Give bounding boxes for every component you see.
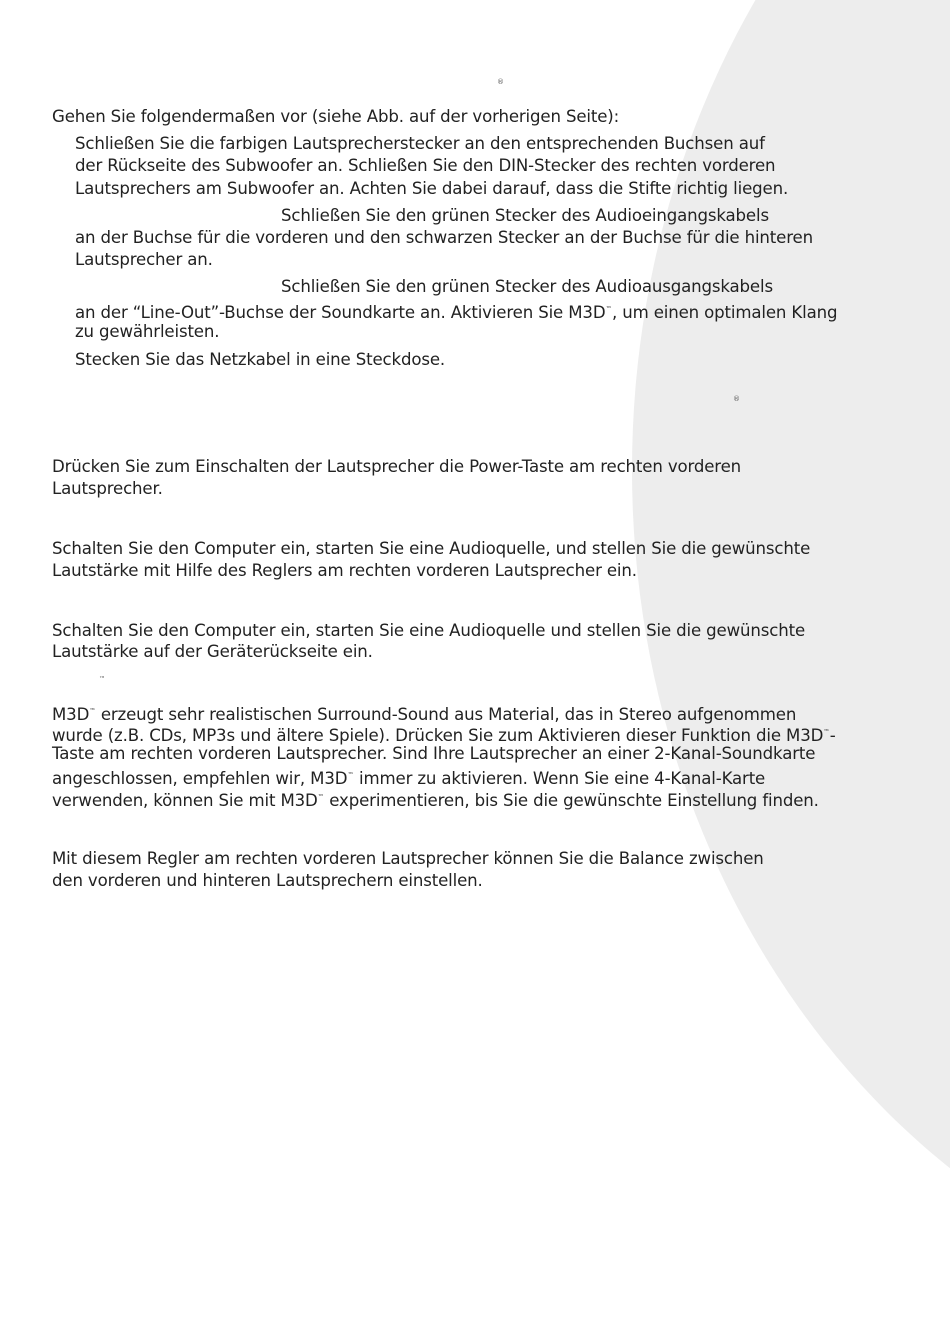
m3d-line-5: verwenden, können Sie mit M3D™ experimentieren, bis Sie die gewünschte Einstellung finden.: [52, 791, 819, 810]
trademark-mark: ™: [823, 728, 830, 736]
volume-front-line-1: Schalten Sie den Computer ein, starten Sie eine Audioquelle, und stellen Sie die gewünschte: [52, 539, 811, 558]
registered-mark-mid: ®: [733, 395, 740, 403]
step-2-line-1: Schließen Sie den grünen Stecker des Audioeingangskabels: [281, 206, 769, 225]
trademark-mark: ™: [605, 305, 612, 313]
m3d-line-3: Taste am rechten vorderen Lautsprecher. Sind Ihre Lautsprecher an einer 2-Kanal-Soundkarte: [52, 744, 816, 763]
m3d-line-1: M3D™ erzeugt sehr realistischen Surround-Sound aus Material, das in Stereo aufgenommen: [52, 705, 797, 724]
intro-text: Gehen Sie folgendermaßen vor (siehe Abb. auf der vorherigen Seite):: [52, 107, 620, 126]
registered-mark-top: ®: [497, 78, 504, 86]
step-3-line-2: an der “Line-Out”-Buchse der Soundkarte an. Aktivieren Sie M3D™, um einen optimalen Klang: [75, 303, 838, 322]
volume-front-line-2: Lautstärke mit Hilfe des Reglers am rechten vorderen Lautsprecher ein.: [52, 561, 637, 580]
step-3-line-1: Schließen Sie den grünen Stecker des Audioausgangskabels: [281, 277, 773, 296]
balance-line-1: Mit diesem Regler am rechten vorderen Lautsprecher können Sie die Balance zwischen: [52, 849, 764, 868]
trademark-mark-heading: ™: [99, 675, 106, 683]
step-2-line-3: Lautsprecher an.: [75, 250, 213, 269]
step-1-line-2: der Rückseite des Subwoofer an. Schließen Sie den DIN-Stecker des rechten vorderen: [75, 156, 776, 175]
step-2-line-2: an der Buchse für die vorderen und den schwarzen Stecker an der Buchse für die hinteren: [75, 228, 813, 247]
trademark-mark: ™: [347, 771, 354, 779]
m3d-line-4: angeschlossen, empfehlen wir, M3D™ immer zu aktivieren. Wenn Sie eine 4-Kanal-Karte: [52, 769, 766, 788]
power-line-2: Lautsprecher.: [52, 479, 163, 498]
balance-line-2: den vorderen und hinteren Lautsprechern einstellen.: [52, 871, 483, 890]
volume-back-line-2: Lautstärke auf der Geräterückseite ein.: [52, 642, 373, 661]
m3d-line-2: wurde (z.B. CDs, MP3s und ältere Spiele). Drücken Sie zum Aktivieren dieser Funktion die M3D™-: [52, 726, 836, 745]
volume-back-line-1: Schalten Sie den Computer ein, starten Sie eine Audioquelle und stellen Sie die gewünschte: [52, 621, 806, 640]
step-1-line-1: Schließen Sie die farbigen Lautsprecherstecker an den entsprechenden Buchsen auf: [75, 134, 765, 153]
step-4-line: Stecken Sie das Netzkabel in eine Steckdose.: [75, 350, 446, 369]
step-3-line-3: zu gewährleisten.: [75, 322, 220, 341]
trademark-mark: ™: [317, 793, 325, 801]
step-1-line-3: Lautsprechers am Subwoofer an. Achten Sie dabei darauf, dass die Stifte richtig liegen.: [75, 179, 789, 198]
power-line-1: Drücken Sie zum Einschalten der Lautsprecher die Power-Taste am rechten vorderen: [52, 457, 742, 476]
trademark-mark: ™: [89, 707, 96, 715]
